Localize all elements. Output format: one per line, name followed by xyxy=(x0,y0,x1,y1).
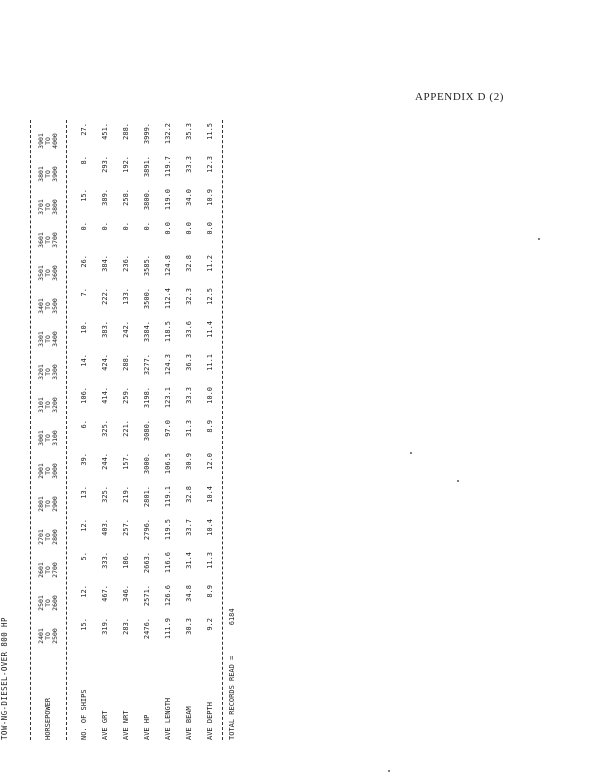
table-cell: 384. xyxy=(101,255,109,272)
table-cell: 3080. xyxy=(143,420,151,442)
range-header-cell xyxy=(38,160,59,188)
appendix-heading: APPENDIX D (2) xyxy=(415,91,505,103)
range-from: 3001 xyxy=(37,430,45,446)
range-to-word: TO xyxy=(44,269,52,277)
range-to-word: TO xyxy=(44,170,52,178)
scan-speck xyxy=(538,238,540,240)
table-cell: 116.6 xyxy=(164,552,172,574)
range-to-word: TO xyxy=(44,566,52,574)
table-cell: 3000. xyxy=(143,453,151,475)
scan-speck xyxy=(410,452,412,454)
range-header-cell xyxy=(38,589,59,617)
table-cell: 2796. xyxy=(143,519,151,541)
table-cell: 33.6 xyxy=(185,321,193,338)
table-cell: 30.9 xyxy=(185,453,193,470)
table-cell: 192. xyxy=(122,156,130,173)
table-cell: 259. xyxy=(122,387,130,404)
range-from: 2901 xyxy=(37,463,45,479)
row-label: AVE LENGTH xyxy=(164,697,172,740)
table-cell: 424. xyxy=(101,354,109,371)
range-to-word: TO xyxy=(44,434,52,442)
table-cell: 221. xyxy=(122,420,130,437)
table-cell: 3585. xyxy=(143,255,151,277)
table-cell: 403. xyxy=(101,519,109,536)
table-cell: 236. xyxy=(122,255,130,272)
table-cell: 0.0 xyxy=(206,222,214,235)
table-cell: 3198. xyxy=(143,387,151,409)
table-cell: 389. xyxy=(101,189,109,206)
range-from: 3701 xyxy=(37,199,45,215)
range-to-word: TO xyxy=(44,500,52,508)
table-cell: 3800. xyxy=(143,189,151,211)
range-to-word: TO xyxy=(44,203,52,211)
range-to-word: TO xyxy=(44,599,52,607)
range-from: 2401 xyxy=(37,628,45,644)
range-header-cell xyxy=(38,391,59,419)
table-cell: 14. xyxy=(80,354,88,367)
table-cell: 12.3 xyxy=(206,156,214,173)
range-header-cell xyxy=(38,358,59,386)
table-cell: 11.2 xyxy=(206,255,214,272)
rotated-table-page xyxy=(0,100,240,740)
range-to: 3700 xyxy=(51,232,59,248)
table-cell: 33.3 xyxy=(185,156,193,173)
table-cell: 106. xyxy=(80,387,88,404)
table-cell: 283. xyxy=(122,618,130,635)
range-to: 3800 xyxy=(51,199,59,215)
range-from: 3301 xyxy=(37,331,45,347)
range-to-word: TO xyxy=(44,236,52,244)
range-header-cell xyxy=(38,259,59,287)
table-cell: 10.4 xyxy=(206,519,214,536)
table-cell: 119.1 xyxy=(164,486,172,508)
range-from: 3801 xyxy=(37,166,45,182)
row-label: NO. OF SHIPS xyxy=(80,689,88,740)
range-header-cell xyxy=(38,127,59,155)
range-to: 3300 xyxy=(51,364,59,380)
table-cell: 31.4 xyxy=(185,552,193,569)
table-cell: 27. xyxy=(80,123,88,136)
table-cell: 288. xyxy=(122,123,130,140)
table-cell: 157. xyxy=(122,453,130,470)
range-to: 2800 xyxy=(51,529,59,545)
table-cell: 10.9 xyxy=(206,189,214,206)
range-to-word: TO xyxy=(44,137,52,145)
total-records-value: 6184 xyxy=(228,608,236,626)
table-cell: 13. xyxy=(80,486,88,499)
range-header-cell xyxy=(38,424,59,452)
table-cell: 242. xyxy=(122,321,130,338)
range-to: 2500 xyxy=(51,628,59,644)
scan-speck xyxy=(388,770,390,772)
range-to-word: TO xyxy=(44,302,52,310)
table-cell: 33.3 xyxy=(185,387,193,404)
range-to: 3100 xyxy=(51,430,59,446)
range-header-cell xyxy=(38,292,59,320)
table-cell: 414. xyxy=(101,387,109,404)
range-to-word: TO xyxy=(44,368,52,376)
range-to-word: TO xyxy=(44,401,52,409)
scan-speck xyxy=(457,480,459,482)
table-cell: 10.4 xyxy=(206,486,214,503)
range-header-cell xyxy=(38,556,59,584)
range-from: 3501 xyxy=(37,265,45,281)
table-cell: 12.0 xyxy=(206,453,214,470)
total-records-label: TOTAL RECORDS READ = xyxy=(228,655,236,740)
table-cell: 0. xyxy=(101,222,109,231)
range-header-cell xyxy=(38,226,59,254)
table-cell: 132.2 xyxy=(164,123,172,145)
table-cell: 35.3 xyxy=(185,123,193,140)
table-cell: 333. xyxy=(101,552,109,569)
range-to-word: TO xyxy=(44,335,52,343)
range-from: 3201 xyxy=(37,364,45,380)
range-to: 2900 xyxy=(51,496,59,512)
table-cell: 10.0 xyxy=(206,387,214,404)
table-cell: 126.6 xyxy=(164,585,172,607)
table-cell: 244. xyxy=(101,453,109,470)
table-cell: 8.9 xyxy=(206,420,214,433)
table-cell: 34.8 xyxy=(185,585,193,602)
range-header-cell xyxy=(38,325,59,353)
table-cell: 33.7 xyxy=(185,519,193,536)
table-cell: 32.8 xyxy=(185,255,193,272)
table-cell: 257. xyxy=(122,519,130,536)
table-cell: 119.0 xyxy=(164,189,172,211)
table-cell: 0. xyxy=(143,222,151,231)
row-label: AVE GRT xyxy=(101,710,109,740)
range-from: 3401 xyxy=(37,298,45,314)
table-cell: 258. xyxy=(122,189,130,206)
table-cell: 383. xyxy=(101,321,109,338)
range-from: 2701 xyxy=(37,529,45,545)
table-cell: 451. xyxy=(101,123,109,140)
table-cell: 39. xyxy=(80,453,88,466)
table-cell: 11.1 xyxy=(206,354,214,371)
data-table xyxy=(0,100,240,740)
range-from: 3901 xyxy=(37,133,45,149)
row-label: AVE HP xyxy=(143,714,151,740)
table-cell: 112.4 xyxy=(164,288,172,310)
range-from: 2801 xyxy=(37,496,45,512)
range-to: 4000 xyxy=(51,133,59,149)
table-cell: 119.7 xyxy=(164,156,172,178)
range-to-word: TO xyxy=(44,632,52,640)
table-cell: 31.3 xyxy=(185,420,193,437)
row-label: AVE NRT xyxy=(122,710,130,740)
range-to: 2600 xyxy=(51,595,59,611)
table-cell: 293. xyxy=(101,156,109,173)
table-cell: 118.5 xyxy=(164,321,172,343)
range-header-cell xyxy=(38,490,59,518)
table-cell: 3277. xyxy=(143,354,151,376)
range-to: 2700 xyxy=(51,562,59,578)
bottom-rule xyxy=(222,120,223,740)
table-cell: 106.5 xyxy=(164,453,172,475)
table-cell: 3384. xyxy=(143,321,151,343)
row-label: AVE BEAM xyxy=(185,706,193,740)
range-to: 3500 xyxy=(51,298,59,314)
table-cell: 26. xyxy=(80,255,88,268)
table-cell: 2663. xyxy=(143,552,151,574)
range-to-word: TO xyxy=(44,533,52,541)
table-cell: 325. xyxy=(101,420,109,437)
table-cell: 15. xyxy=(80,189,88,202)
table-cell: 3999. xyxy=(143,123,151,145)
table-cell: 124.8 xyxy=(164,255,172,277)
table-cell: 219. xyxy=(122,486,130,503)
table-cell: 3891. xyxy=(143,156,151,178)
table-cell: 15. xyxy=(80,618,88,631)
table-cell: 0.0 xyxy=(164,222,172,235)
table-cell: 133. xyxy=(122,288,130,305)
table-cell: 288. xyxy=(122,354,130,371)
range-to: 3400 xyxy=(51,331,59,347)
range-to: 3000 xyxy=(51,463,59,479)
table-cell: 36.3 xyxy=(185,354,193,371)
range-to: 3600 xyxy=(51,265,59,281)
table-cell: 346. xyxy=(122,585,130,602)
table-cell: 186. xyxy=(122,552,130,569)
header-rule xyxy=(66,120,67,740)
table-cell: 10. xyxy=(80,321,88,334)
table-cell: 12.5 xyxy=(206,288,214,305)
range-to: 3900 xyxy=(51,166,59,182)
table-cell: 123.1 xyxy=(164,387,172,409)
table-cell: 12. xyxy=(80,585,88,598)
range-header-cell xyxy=(38,523,59,551)
range-header-cell xyxy=(38,622,59,650)
range-to-word: TO xyxy=(44,467,52,475)
table-cell: 32.8 xyxy=(185,486,193,503)
table-subtitle: TOW-NG-DIESEL-OVER 800 HP xyxy=(0,617,9,740)
top-rule xyxy=(30,120,31,740)
table-cell: 97.0 xyxy=(164,420,172,437)
table-cell: 319. xyxy=(101,618,109,635)
table-cell: 3500. xyxy=(143,288,151,310)
table-cell: 467. xyxy=(101,585,109,602)
table-cell: 9.2 xyxy=(206,618,214,631)
table-cell: 5. xyxy=(80,552,88,561)
range-from: 3601 xyxy=(37,232,45,248)
table-cell: 119.5 xyxy=(164,519,172,541)
row-label: AVE DEPTH xyxy=(206,702,214,740)
table-cell: 325. xyxy=(101,486,109,503)
range-from: 2601 xyxy=(37,562,45,578)
table-cell: 30.3 xyxy=(185,618,193,635)
range-header-cell xyxy=(38,457,59,485)
total-records-line xyxy=(228,608,236,740)
table-cell: 0. xyxy=(80,222,88,231)
table-cell: 2801. xyxy=(143,486,151,508)
table-cell: 32.3 xyxy=(185,288,193,305)
table-cell: 222. xyxy=(101,288,109,305)
table-cell: 6. xyxy=(80,420,88,429)
table-cell: 124.3 xyxy=(164,354,172,376)
table-cell: 0. xyxy=(122,222,130,231)
range-to: 3200 xyxy=(51,397,59,413)
range-header-cell xyxy=(38,193,59,221)
table-cell: 8. xyxy=(80,156,88,165)
table-cell: 0.0 xyxy=(185,222,193,235)
table-cell: 2476. xyxy=(143,618,151,640)
table-cell: 34.0 xyxy=(185,189,193,206)
range-from: 3101 xyxy=(37,397,45,413)
table-cell: 11.4 xyxy=(206,321,214,338)
table-cell: 2571. xyxy=(143,585,151,607)
table-cell: 7. xyxy=(80,288,88,297)
table-cell: 11.3 xyxy=(206,552,214,569)
table-cell: 11.5 xyxy=(206,123,214,140)
table-cell: 12. xyxy=(80,519,88,532)
horsepower-label: HORSEPOWER xyxy=(44,697,52,740)
table-cell: 8.9 xyxy=(206,585,214,598)
range-from: 2501 xyxy=(37,595,45,611)
table-cell: 111.9 xyxy=(164,618,172,640)
